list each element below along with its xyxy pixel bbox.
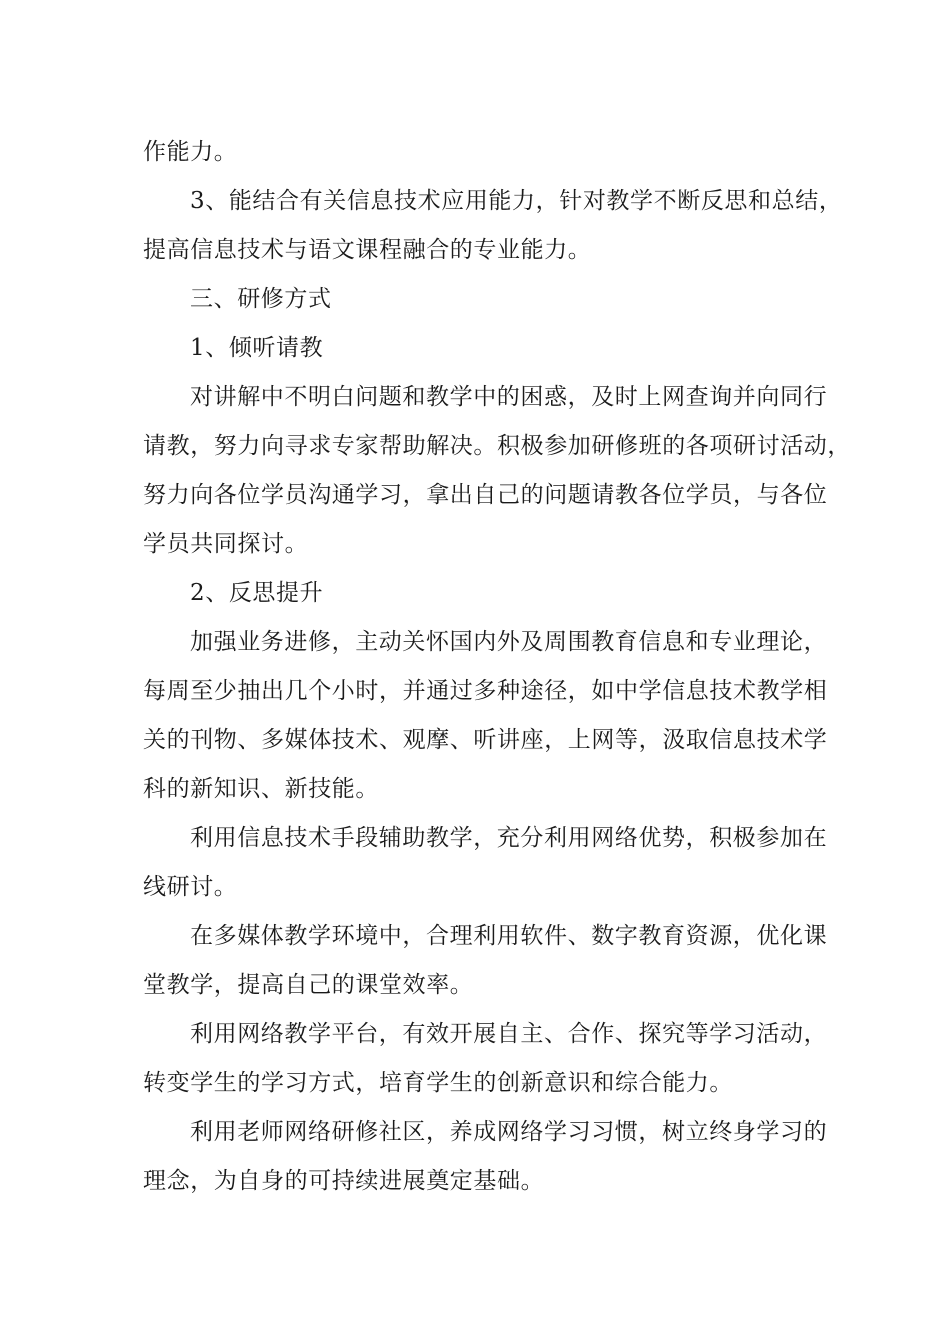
text-line: 提高信息技术与语文课程融合的专业能力。 xyxy=(143,237,592,263)
section-heading xyxy=(143,275,807,324)
text-line: 线研讨。 xyxy=(143,874,238,900)
paragraph-study xyxy=(143,618,828,814)
heading-text: 三、研修方式 xyxy=(190,286,332,312)
text-line: 利用信息技术手段辅助教学，充分利用网络优势，积极参加在 xyxy=(190,825,828,851)
text-line: 堂教学，提高自己的课堂效率。 xyxy=(143,972,474,998)
text-line: 努力向各位学员沟通学习，拿出自己的问题请教各位学员，与各位 xyxy=(143,482,828,508)
paragraph-continuation xyxy=(143,128,807,177)
paragraph-item-3 xyxy=(143,177,843,275)
paragraph-listen-consult xyxy=(143,373,851,569)
paragraph-it-assist xyxy=(143,814,828,912)
text-line: 加强业务进修，主动关怀国内外及周围教育信息和专业理论， xyxy=(190,629,828,655)
text-line: 理念，为自身的可持续进展奠定基础。 xyxy=(143,1168,545,1194)
text-line: 3、能结合有关信息技术应用能力，针对教学不断反思和总结， xyxy=(190,188,843,214)
text-line: 转变学生的学习方式，培育学生的创新意识和综合能力。 xyxy=(143,1070,733,1096)
subheading-text: 1、倾听请教 xyxy=(190,335,324,361)
text-line: 对讲解中不明白问题和教学中的困惑，及时上网查询并向同行 xyxy=(190,384,828,410)
paragraph-multimedia xyxy=(143,912,828,1010)
text-line: 学员共同探讨。 xyxy=(143,531,309,557)
text-line: 在多媒体教学环境中，合理利用软件、数字教育资源，优化课 xyxy=(190,923,828,949)
text-line: 科的新知识、新技能。 xyxy=(143,776,379,802)
text-line: 每周至少抽出几个小时，并通过多种途径，如中学信息技术教学相 xyxy=(143,678,828,704)
text-line: 作能力。 xyxy=(143,139,238,165)
text-line: 关的刊物、多媒体技术、观摩、听讲座，上网等，汲取信息技术学 xyxy=(143,727,828,753)
text-line: 请教，努力向寻求专家帮助解决。积极参加研修班的各项研讨活动， xyxy=(143,433,851,459)
subheading-text: 2、反思提升 xyxy=(190,580,324,606)
paragraph-platform xyxy=(143,1010,828,1108)
text-line: 利用网络教学平台，有效开展自主、合作、探究等学习活动， xyxy=(190,1021,828,1047)
subheading-1 xyxy=(143,324,807,373)
subheading-2 xyxy=(143,569,807,618)
text-line: 利用老师网络研修社区，养成网络学习习惯，树立终身学习的 xyxy=(190,1119,828,1145)
document-body xyxy=(143,128,851,1206)
paragraph-community xyxy=(143,1108,828,1206)
